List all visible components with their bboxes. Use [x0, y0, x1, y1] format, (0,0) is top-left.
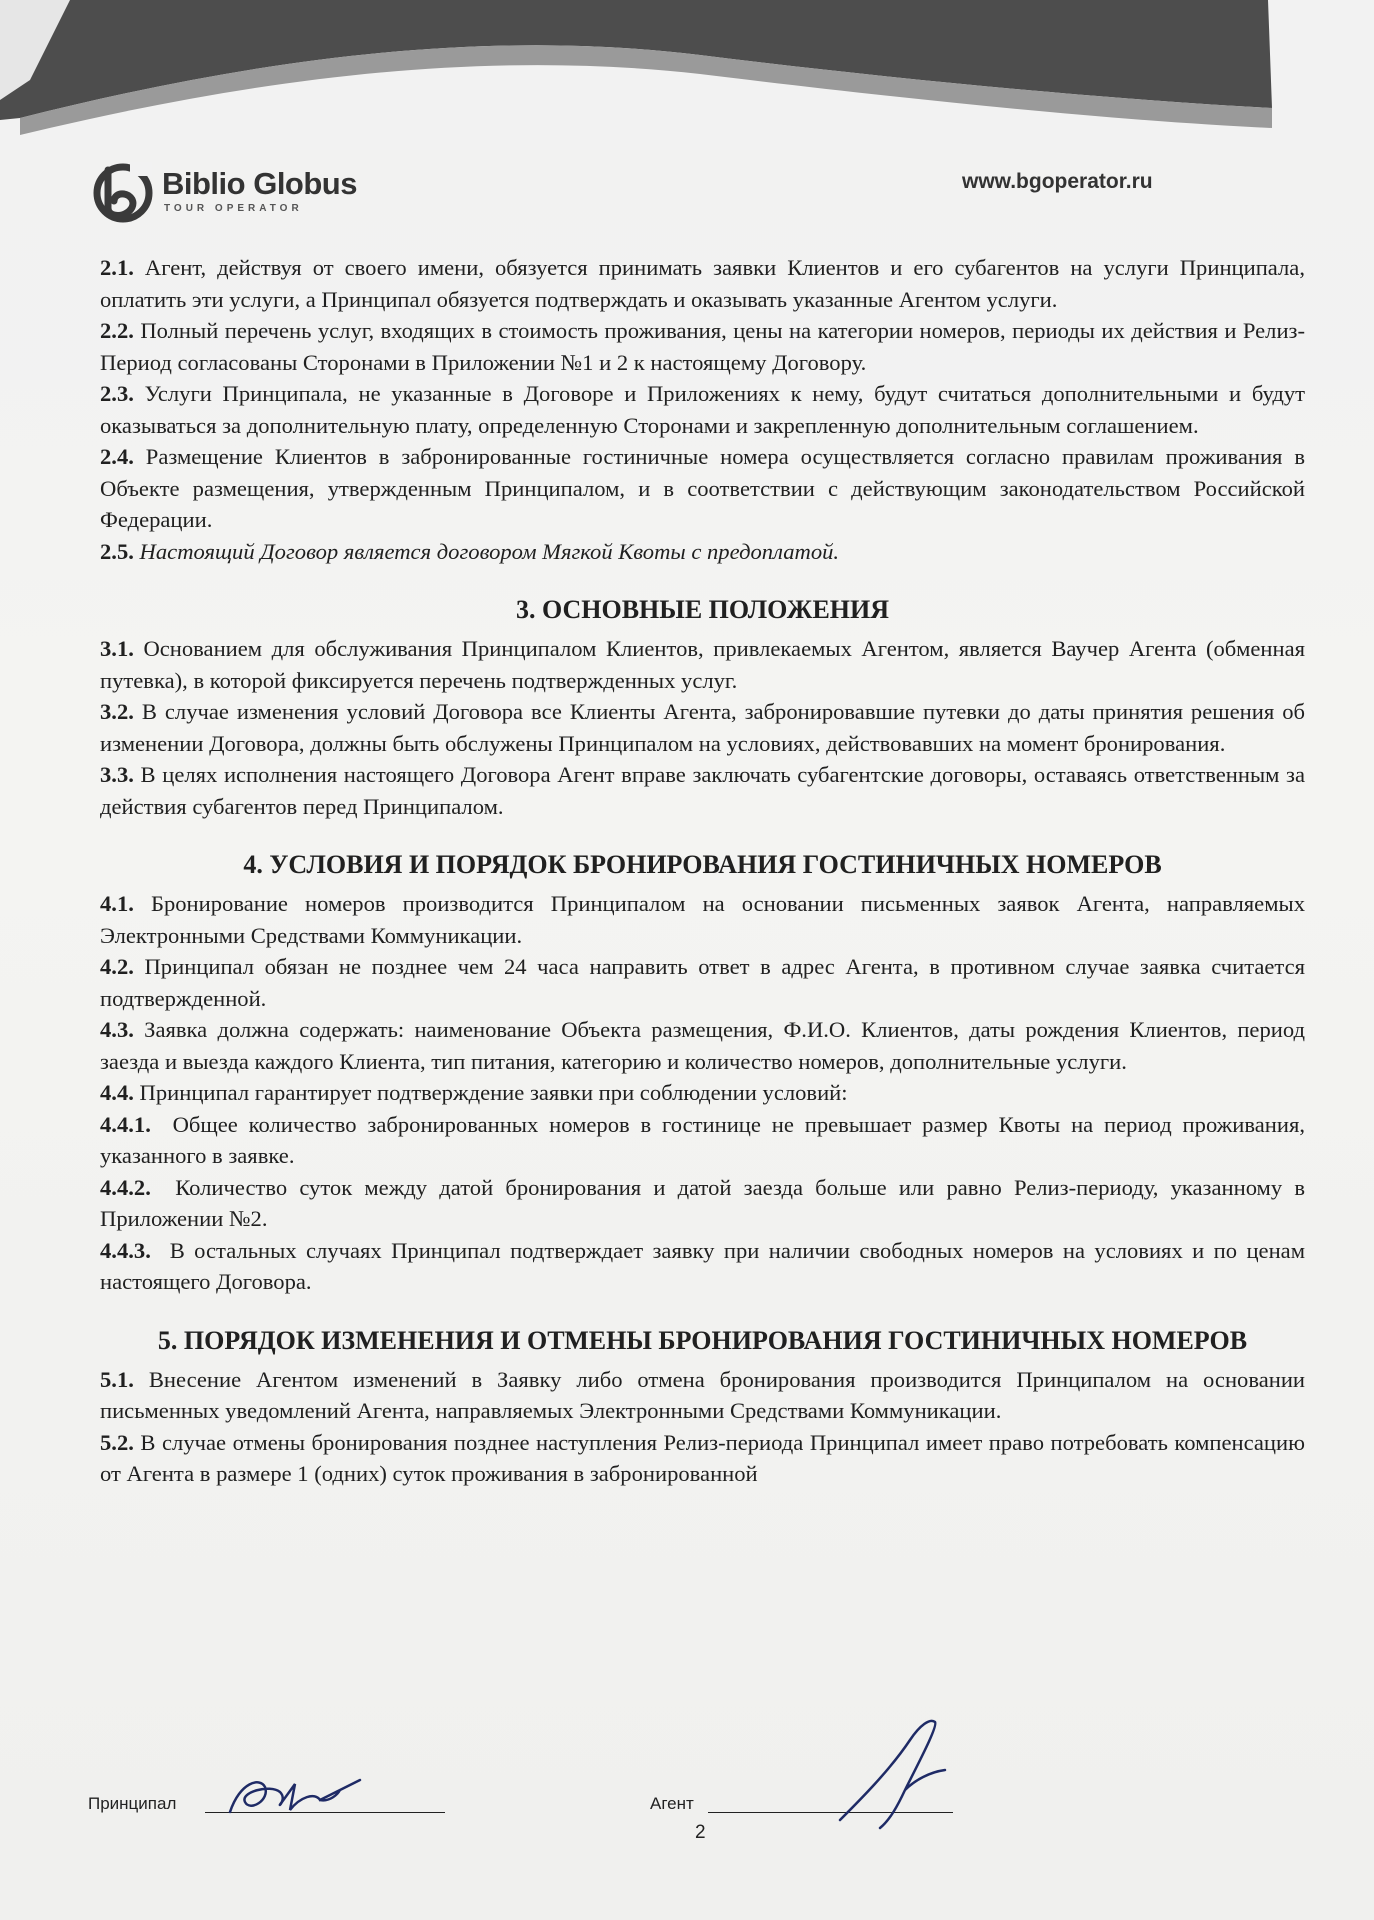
- clause-4-1: 4.1. Бронирование номеров производится Принципалом на основании письменных заявок Агента, направляемых Электронными Средствами Коммуникации.: [100, 891, 1305, 948]
- page-number: 2: [695, 1822, 706, 1843]
- clause-4-4-2: 4.4.2. Количество суток между датой бронирования и датой заезда больше или равно Релиз-периоду, указанному в Приложении №2.: [100, 1174, 1305, 1231]
- clause-4-4-3: 4.4.3. В остальных случаях Принципал подтверждает заявку при наличии свободных номеров на условиях и по ценам настоящего Договора.: [100, 1237, 1306, 1294]
- contract-body: [100, 252, 1305, 1490]
- section-3-title: 3. ОСНОВНЫЕ ПОЛОЖЕНИЯ: [515, 595, 890, 624]
- company-subtitle: TOUR OPERATOR: [164, 203, 303, 214]
- clause-3-3: 3.3. В целях исполнения настоящего Договора Агент вправе заключать субагентские договоры, оставаясь ответственным за действия субагентов перед Принципалом.: [100, 762, 1305, 819]
- section-4-title: 4. УСЛОВИЯ И ПОРЯДОК БРОНИРОВАНИЯ ГОСТИНИЧНЫХ НОМЕРОВ: [243, 850, 1162, 879]
- principal-signature-icon: [220, 1772, 370, 1822]
- principal-label: Принципал: [88, 1794, 177, 1813]
- clause-5-2: 5.2. В случае отмены бронирования позднее наступления Релиз-периода Принципал имеет право потребовать компенсацию от Агента в размере 1 (одних) суток проживания в забронированной: [100, 1429, 1305, 1486]
- clause-4-2: 4.2. Принципал обязан не позднее чем 24 часа направить ответ в адрес Агента, в противном случае заявка считается подтвержденной.: [100, 954, 1305, 1011]
- clause-4-3: 4.3. Заявка должна содержать: наименование Объекта размещения, Ф.И.О. Клиентов, даты рождения Клиентов, период заезда и выезда каждого Клиента, тип питания, категорию и количество номеров, дополнительные услуги.: [100, 1017, 1305, 1074]
- company-name: Biblio Globus: [162, 166, 357, 201]
- clause-4-4-1: 4.4.1. Общее количество забронированных номеров в гостинице не превышает размер Квоты на период проживания, указанного в заявке.: [100, 1111, 1305, 1168]
- clause-3-2: 3.2. В случае изменения условий Договора все Клиенты Агента, забронировавшие путевки до даты принятия решения об изменении Договора, должны быть обслужены Принципалом на условиях, действовавших на момент бронирования.: [100, 699, 1305, 756]
- clause-4-4: 4.4. Принципал гарантирует подтверждение заявки при соблюдении условий:: [100, 1080, 848, 1105]
- clause-2-1: 2.1. Агент, действуя от своего имени, обязуется принимать заявки Клиентов и его субагентов на услуги Принципала, оплатить эти услуги, а Принципал обязуется подтверждать и оказывать указанные Агентом услуги.: [100, 255, 1305, 312]
- clause-2-4: 2.4. Размещение Клиентов в забронированные гостиничные номера осуществляется согласно правилам проживания в Объекте размещения, утвержденным Принципалом, и в соответствии с действующим законодательством Российской Федерации.: [100, 444, 1305, 532]
- clause-3-1: 3.1. Основанием для обслуживания Принципалом Клиентов, привлекаемых Агентом, является Ваучер Агента (обменная путевка), в которой фиксируется перечень подтвержденных услуг.: [100, 636, 1306, 693]
- section-5-title: 5. ПОРЯДОК ИЗМЕНЕНИЯ И ОТМЕНЫ БРОНИРОВАНИЯ ГОСТИНИЧНЫХ НОМЕРОВ: [157, 1325, 1248, 1355]
- agent-signature-icon: [820, 1710, 970, 1840]
- website-url: www.bgoperator.ru: [962, 170, 1153, 193]
- clause-2-2: 2.2. Полный перечень услуг, входящих в стоимость проживания, цены на категории номеров, периоды их действия и Релиз-Период согласованы Сторонами в Приложении №1 и 2 к настоящему Договору.: [100, 318, 1305, 375]
- clause-2-3: 2.3. Услуги Принципала, не указанные в Договоре и Приложениях к нему, будут считаться дополнительными и будут оказываться за дополнительную плату, определенную Сторонами и закрепленную дополнительным соглашением.: [100, 381, 1305, 438]
- signature-footer: [0, 1780, 1374, 1900]
- biblio-globus-logo-icon: [90, 160, 156, 226]
- agent-label: Агент: [650, 1794, 694, 1813]
- clause-2-5: 2.5. Настоящий Договор является договором Мягкой Квоты с предоплатой.: [100, 538, 840, 564]
- header-wave-band: [0, 0, 1374, 150]
- clause-5-1: 5.1. Внесение Агентом изменений в Заявку либо отмена бронирования производится Принципалом на основании письменных уведомлений Агента, направляемых Электронными Средствами Коммуникации.: [100, 1366, 1306, 1423]
